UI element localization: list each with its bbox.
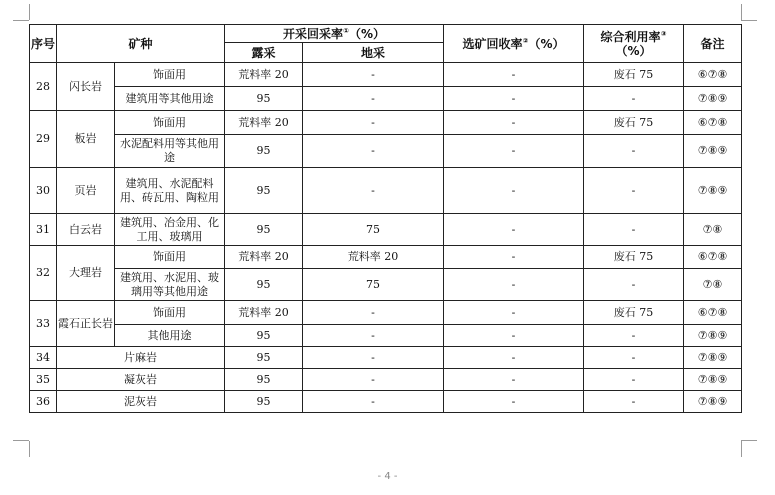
table-row xyxy=(30,347,742,369)
row-number: 31 xyxy=(30,214,57,246)
remark: ⑥⑦⑧ xyxy=(684,63,742,87)
underground-rate: - xyxy=(303,369,444,391)
open-pit-rate: 荒料率 20 xyxy=(225,246,303,269)
remark: ⑦⑧⑨ xyxy=(684,87,742,111)
use-type: 建筑用、水泥配料用、砖瓦用、陶粒用 xyxy=(115,168,225,214)
open-pit-rate: 荒料率 20 xyxy=(225,63,303,87)
dressing-rate: - xyxy=(444,111,584,135)
underground-rate: - xyxy=(303,347,444,369)
remark: ⑥⑦⑧ xyxy=(684,246,742,269)
table-row xyxy=(30,301,742,325)
crop-mark xyxy=(741,440,757,441)
row-number: 34 xyxy=(30,347,57,369)
utilization-rate: 废石 75 xyxy=(584,246,684,269)
remark: ⑥⑦⑧ xyxy=(684,111,742,135)
table-row xyxy=(30,325,742,347)
dressing-rate: - xyxy=(444,246,584,269)
crop-mark xyxy=(29,441,30,457)
header-open-pit: 露采 xyxy=(225,43,303,63)
dressing-rate: - xyxy=(444,269,584,301)
table-row xyxy=(30,135,742,168)
header-util-rate: 综合利用率③（%） xyxy=(584,25,684,63)
mineral-name: 页岩 xyxy=(57,168,115,214)
use-type: 饰面用 xyxy=(115,246,225,269)
page-number: - 4 - xyxy=(377,471,398,482)
header-seq: 序号 xyxy=(30,25,57,63)
remark: ⑦⑧ xyxy=(684,269,742,301)
remark: ⑦⑧⑨ xyxy=(684,168,742,214)
table-row xyxy=(30,246,742,269)
header-dressing-rate: 选矿回收率②（%） xyxy=(444,25,584,63)
utilization-rate: - xyxy=(584,347,684,369)
crop-mark xyxy=(13,20,29,21)
mineral-name: 片麻岩 xyxy=(57,347,225,369)
crop-mark xyxy=(741,20,757,21)
header-mineral: 矿种 xyxy=(57,25,225,63)
use-type: 其他用途 xyxy=(115,325,225,347)
remark: ⑦⑧⑨ xyxy=(684,347,742,369)
utilization-rate: - xyxy=(584,391,684,413)
use-type: 水泥配料用等其他用途 xyxy=(115,135,225,168)
mineral-name: 白云岩 xyxy=(57,214,115,246)
table-row xyxy=(30,269,742,301)
mineral-name: 霞石正长岩 xyxy=(57,301,115,347)
remark: ⑦⑧⑨ xyxy=(684,135,742,168)
open-pit-rate: 95 xyxy=(225,391,303,413)
underground-rate: - xyxy=(303,87,444,111)
mineral-name: 凝灰岩 xyxy=(57,369,225,391)
utilization-rate: 废石 75 xyxy=(584,301,684,325)
utilization-rate: - xyxy=(584,135,684,168)
mineral-name: 闪长岩 xyxy=(57,63,115,111)
open-pit-rate: 95 xyxy=(225,168,303,214)
table-row xyxy=(30,391,742,413)
table-row xyxy=(30,111,742,135)
row-number: 35 xyxy=(30,369,57,391)
row-number: 36 xyxy=(30,391,57,413)
crop-mark xyxy=(741,4,742,20)
open-pit-rate: 95 xyxy=(225,269,303,301)
dressing-rate: - xyxy=(444,325,584,347)
row-number: 28 xyxy=(30,63,57,111)
utilization-rate: - xyxy=(584,214,684,246)
use-type: 饰面用 xyxy=(115,63,225,87)
open-pit-rate: 荒料率 20 xyxy=(225,111,303,135)
utilization-rate: - xyxy=(584,87,684,111)
use-type: 建筑用、冶金用、化工用、玻璃用 xyxy=(115,214,225,246)
use-type: 建筑用等其他用途 xyxy=(115,87,225,111)
row-number: 33 xyxy=(30,301,57,347)
crop-mark xyxy=(741,441,742,457)
table-row xyxy=(30,87,742,111)
underground-rate: 75 xyxy=(303,214,444,246)
utilization-rate: 废石 75 xyxy=(584,63,684,87)
underground-rate: - xyxy=(303,391,444,413)
underground-rate: - xyxy=(303,111,444,135)
underground-rate: - xyxy=(303,325,444,347)
utilization-rate: - xyxy=(584,325,684,347)
row-number: 29 xyxy=(30,111,57,168)
open-pit-rate: 荒料率 20 xyxy=(225,301,303,325)
dressing-rate: - xyxy=(444,391,584,413)
header-underground: 地采 xyxy=(303,43,444,63)
dressing-rate: - xyxy=(444,63,584,87)
table-row xyxy=(30,63,742,87)
utilization-rate: - xyxy=(584,369,684,391)
remark: ⑥⑦⑧ xyxy=(684,301,742,325)
utilization-rate: - xyxy=(584,168,684,214)
remark: ⑦⑧⑨ xyxy=(684,391,742,413)
dressing-rate: - xyxy=(444,87,584,111)
table-row xyxy=(30,168,742,214)
crop-mark xyxy=(13,440,29,441)
underground-rate: - xyxy=(303,168,444,214)
use-type: 饰面用 xyxy=(115,301,225,325)
use-type: 饰面用 xyxy=(115,111,225,135)
open-pit-rate: 95 xyxy=(225,347,303,369)
open-pit-rate: 95 xyxy=(225,214,303,246)
utilization-rate: - xyxy=(584,269,684,301)
remark: ⑦⑧ xyxy=(684,214,742,246)
dressing-rate: - xyxy=(444,135,584,168)
open-pit-rate: 95 xyxy=(225,135,303,168)
dressing-rate: - xyxy=(444,347,584,369)
underground-rate: - xyxy=(303,135,444,168)
row-number: 32 xyxy=(30,246,57,301)
dressing-rate: - xyxy=(444,214,584,246)
open-pit-rate: 95 xyxy=(225,325,303,347)
mineral-name: 大理岩 xyxy=(57,246,115,301)
header-mining-rate: 开采回采率①（%） xyxy=(225,25,444,43)
underground-rate: 75 xyxy=(303,269,444,301)
underground-rate: - xyxy=(303,301,444,325)
dressing-rate: - xyxy=(444,168,584,214)
remark: ⑦⑧⑨ xyxy=(684,325,742,347)
dressing-rate: - xyxy=(444,369,584,391)
mineral-name: 泥灰岩 xyxy=(57,391,225,413)
open-pit-rate: 95 xyxy=(225,87,303,111)
header-remark: 备注 xyxy=(684,25,742,63)
table-row xyxy=(30,369,742,391)
underground-rate: 荒料率 20 xyxy=(303,246,444,269)
use-type: 建筑用、水泥用、玻璃用等其他用途 xyxy=(115,269,225,301)
mineral-name: 板岩 xyxy=(57,111,115,168)
open-pit-rate: 95 xyxy=(225,369,303,391)
dressing-rate: - xyxy=(444,301,584,325)
underground-rate: - xyxy=(303,63,444,87)
utilization-rate: 废石 75 xyxy=(584,111,684,135)
row-number: 30 xyxy=(30,168,57,214)
table-row xyxy=(30,214,742,246)
remark: ⑦⑧⑨ xyxy=(684,369,742,391)
mineral-rate-table xyxy=(29,24,742,413)
crop-mark xyxy=(29,4,30,20)
